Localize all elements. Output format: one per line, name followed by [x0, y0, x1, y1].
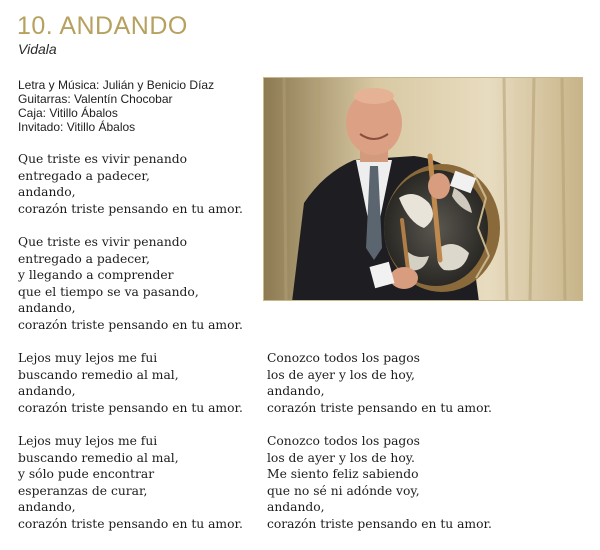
credit-line: Guitarras: Valentín Chocobar [18, 92, 173, 106]
song-genre: Vidala [18, 41, 57, 57]
lyric-line: Lejos muy lejos me fui [18, 434, 158, 448]
lyric-line: Que triste es vivir penando [18, 235, 188, 249]
lyric-line: que no sé ni adónde voy, [267, 483, 420, 498]
credit-line: Caja: Vitillo Ábalos [18, 106, 118, 120]
lyric-line: Me siento feliz sabiendo [267, 467, 419, 481]
lyric-line: entregado a padecer, [18, 168, 150, 183]
credit-line: Letra y Música: Julián y Benicio Díaz [18, 78, 215, 92]
lyrics-stanza [267, 350, 492, 416]
lyric-line: corazón triste pensando en tu amor. [267, 516, 492, 531]
lyric-line: corazón triste pensando en tu amor. [267, 400, 492, 415]
lyric-line: Lejos muy lejos me fui [18, 351, 158, 365]
lyric-line: corazón triste pensando en tu amor. [18, 317, 243, 332]
lyric-line: Que triste es vivir penando [18, 152, 188, 166]
credit-line: Invitado: Vitillo Ábalos [18, 120, 136, 134]
lyric-line: corazón triste pensando en tu amor. [18, 201, 243, 216]
lyric-line: andando, [18, 301, 76, 315]
lyric-line: esperanzas de curar, [18, 483, 148, 498]
lyrics-stanza [267, 433, 492, 532]
lyric-line: buscando remedio al mal, [18, 367, 179, 382]
lyric-line: los de ayer y los de hoy, [267, 367, 415, 382]
lyric-line: y sólo pude encontrar [18, 467, 155, 481]
lyric-line: y llegando a comprender [18, 268, 174, 282]
lyric-line: andando, [267, 384, 325, 398]
lyric-line: andando, [18, 384, 76, 398]
lyric-line: andando, [267, 500, 325, 514]
lyrics-stanza [18, 151, 243, 217]
lyric-line: Conozco todos los pagos [267, 351, 420, 365]
musician-photo [263, 77, 583, 301]
lyric-line: los de ayer y los de hoy. [267, 450, 415, 465]
lyric-line: corazón triste pensando en tu amor. [18, 516, 243, 531]
credits [18, 78, 214, 134]
lyric-line: andando, [18, 500, 76, 514]
lyric-line: corazón triste pensando en tu amor. [18, 400, 243, 415]
lyric-line: andando, [18, 185, 76, 199]
lyrics-stanza [18, 234, 243, 333]
song-title: 10. ANDANDO [17, 12, 188, 40]
lyric-line: que el tiempo se va pasando, [18, 284, 199, 299]
lyrics-stanza [18, 433, 243, 532]
lyrics-stanza [18, 350, 243, 416]
lyric-line: entregado a padecer, [18, 251, 150, 266]
lyric-line: buscando remedio al mal, [18, 450, 179, 465]
lyric-line: Conozco todos los pagos [267, 434, 420, 448]
